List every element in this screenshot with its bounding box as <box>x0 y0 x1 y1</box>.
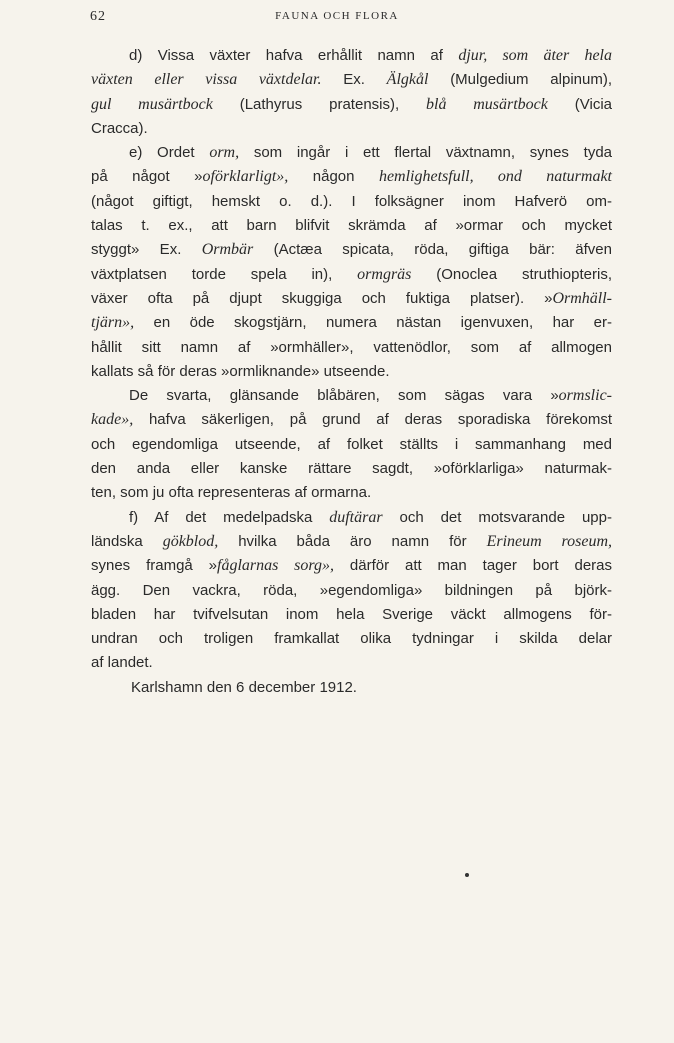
text-line <box>91 311 612 335</box>
text-line <box>91 214 612 238</box>
text-line <box>91 287 612 311</box>
running-head: FAUNA OCH FLORA <box>275 10 399 22</box>
text-line <box>91 603 612 627</box>
italic-text-run: Ormhäll- <box>552 289 612 307</box>
italic-text-run: gökblod, <box>162 532 219 550</box>
text-run: af landet. <box>91 654 153 672</box>
text-run: en öde skogstjärn, numera nästan igenvuxen, har er- <box>134 314 612 332</box>
text-line <box>91 579 612 603</box>
text-run: (Vicia <box>547 95 612 113</box>
italic-text-run: blå musärtbock <box>426 95 548 113</box>
text-line <box>91 676 612 700</box>
text-line <box>91 141 612 165</box>
page-header <box>0 9 674 27</box>
text-run: Ex. <box>321 71 387 89</box>
text-run: hafva säkerligen, på grund af deras sporadiska förekomst <box>133 411 612 429</box>
text-run: kallats så för deras »ormliknande» utseende. <box>91 362 390 380</box>
text-run: talas t. ex., att barn blifvit skrämda af »ormar och mycket <box>91 217 612 235</box>
text-line <box>91 408 612 432</box>
text-run: därför att man tager bort deras <box>333 557 613 575</box>
text-run: ländska <box>91 532 163 550</box>
italic-text-run: Älgkål <box>386 71 429 89</box>
italic-text-run: gul musärtbock <box>91 95 213 113</box>
text-run: hållit sitt namn af »ormhäller», vattenödlor, som af allmogen <box>91 338 612 356</box>
text-line <box>91 433 612 457</box>
italic-text-run: oförklarligt», <box>202 168 289 186</box>
italic-text-run: växten eller vissa växtdelar. <box>91 71 322 89</box>
italic-text-run: Erineum roseum, <box>486 532 612 550</box>
text-run: (Mulgedium alpinum), <box>428 71 613 89</box>
text-run: (Lathyrus pratensis), <box>212 95 427 113</box>
italic-text-run: Ormbär <box>201 241 254 259</box>
text-run: och det motsvarande upp- <box>382 508 612 526</box>
italic-text-run: ormslic- <box>558 387 612 405</box>
text-run: växtplatsen torde spela in), <box>91 265 358 283</box>
text-run: hvilka båda äro namn för <box>218 532 487 550</box>
text-run: undran och troligen framkallat olika tydningar i skilda delar <box>91 630 612 648</box>
page-number: 62 <box>90 9 106 24</box>
text-run: f) Af det medelpadska <box>129 508 330 526</box>
italic-text-run: djur, som äter hela <box>458 47 613 64</box>
italic-text-run: tjärn», <box>91 314 135 332</box>
text-run: synes framgå » <box>91 557 218 575</box>
text-run: e) Ordet <box>129 144 210 162</box>
italic-text-run: fåglarnas sorg», <box>217 557 334 575</box>
text-run: Karlshamn den 6 december 1912. <box>131 678 357 696</box>
text-line <box>91 68 612 92</box>
text-line <box>91 165 612 189</box>
body-text <box>91 44 612 700</box>
text-line <box>91 360 612 384</box>
italic-text-run: ormgräs <box>357 265 412 283</box>
text-run: (något giftigt, hemskt o. d.). I folksägner inom Hafverö om- <box>91 192 612 210</box>
text-run: någon <box>288 168 379 186</box>
text-run: och egendomliga utseende, af folket ställts i sammanhang med <box>91 435 612 453</box>
text-line <box>91 627 612 651</box>
text-run: De svarta, glänsande blåbären, som sägas vara » <box>129 387 559 405</box>
italic-text-run: duftärar <box>329 508 383 526</box>
text-run: växer ofta på djupt skuggiga och fuktiga platser). » <box>91 289 553 307</box>
text-line <box>91 481 612 505</box>
text-line <box>91 117 612 141</box>
text-run: ägg. Den vackra, röda, »egendomliga» bildningen på björk- <box>91 581 612 599</box>
text-run: Cracca). <box>91 119 148 137</box>
italic-text-run: hemlighetsfull, ond naturmakt <box>378 168 612 186</box>
text-line <box>91 506 612 530</box>
text-run: (Onoclea struthiopteris, <box>411 265 612 283</box>
text-line <box>91 457 612 481</box>
text-run: d) Vissa växter hafva erhållit namn af <box>129 47 459 64</box>
ink-speck <box>465 873 469 877</box>
text-run: styggt» Ex. <box>91 241 202 259</box>
text-line <box>91 530 612 554</box>
text-line <box>91 651 612 675</box>
text-run: på något » <box>91 168 203 186</box>
text-line <box>91 190 612 214</box>
text-line <box>91 384 612 408</box>
text-run: ten, som ju ofta representeras af ormarna. <box>91 484 372 502</box>
text-run: den anda eller kanske rättare sagdt, »oförklarliga» naturmak- <box>91 460 612 478</box>
text-run: som ingår i ett flertal växtnamn, synes tyda <box>239 144 613 162</box>
text-line <box>91 554 612 578</box>
text-line <box>91 44 612 68</box>
text-run: (Actæa spicata, röda, giftiga bär: äfven <box>253 241 612 259</box>
text-run: bladen har tvifvelsutan inom hela Sverige väckt allmogens för- <box>91 605 612 623</box>
text-line <box>91 238 612 262</box>
italic-text-run: orm, <box>209 144 240 162</box>
text-line <box>91 263 612 287</box>
text-line <box>91 93 612 117</box>
text-line <box>91 336 612 360</box>
italic-text-run: kade», <box>91 411 134 429</box>
